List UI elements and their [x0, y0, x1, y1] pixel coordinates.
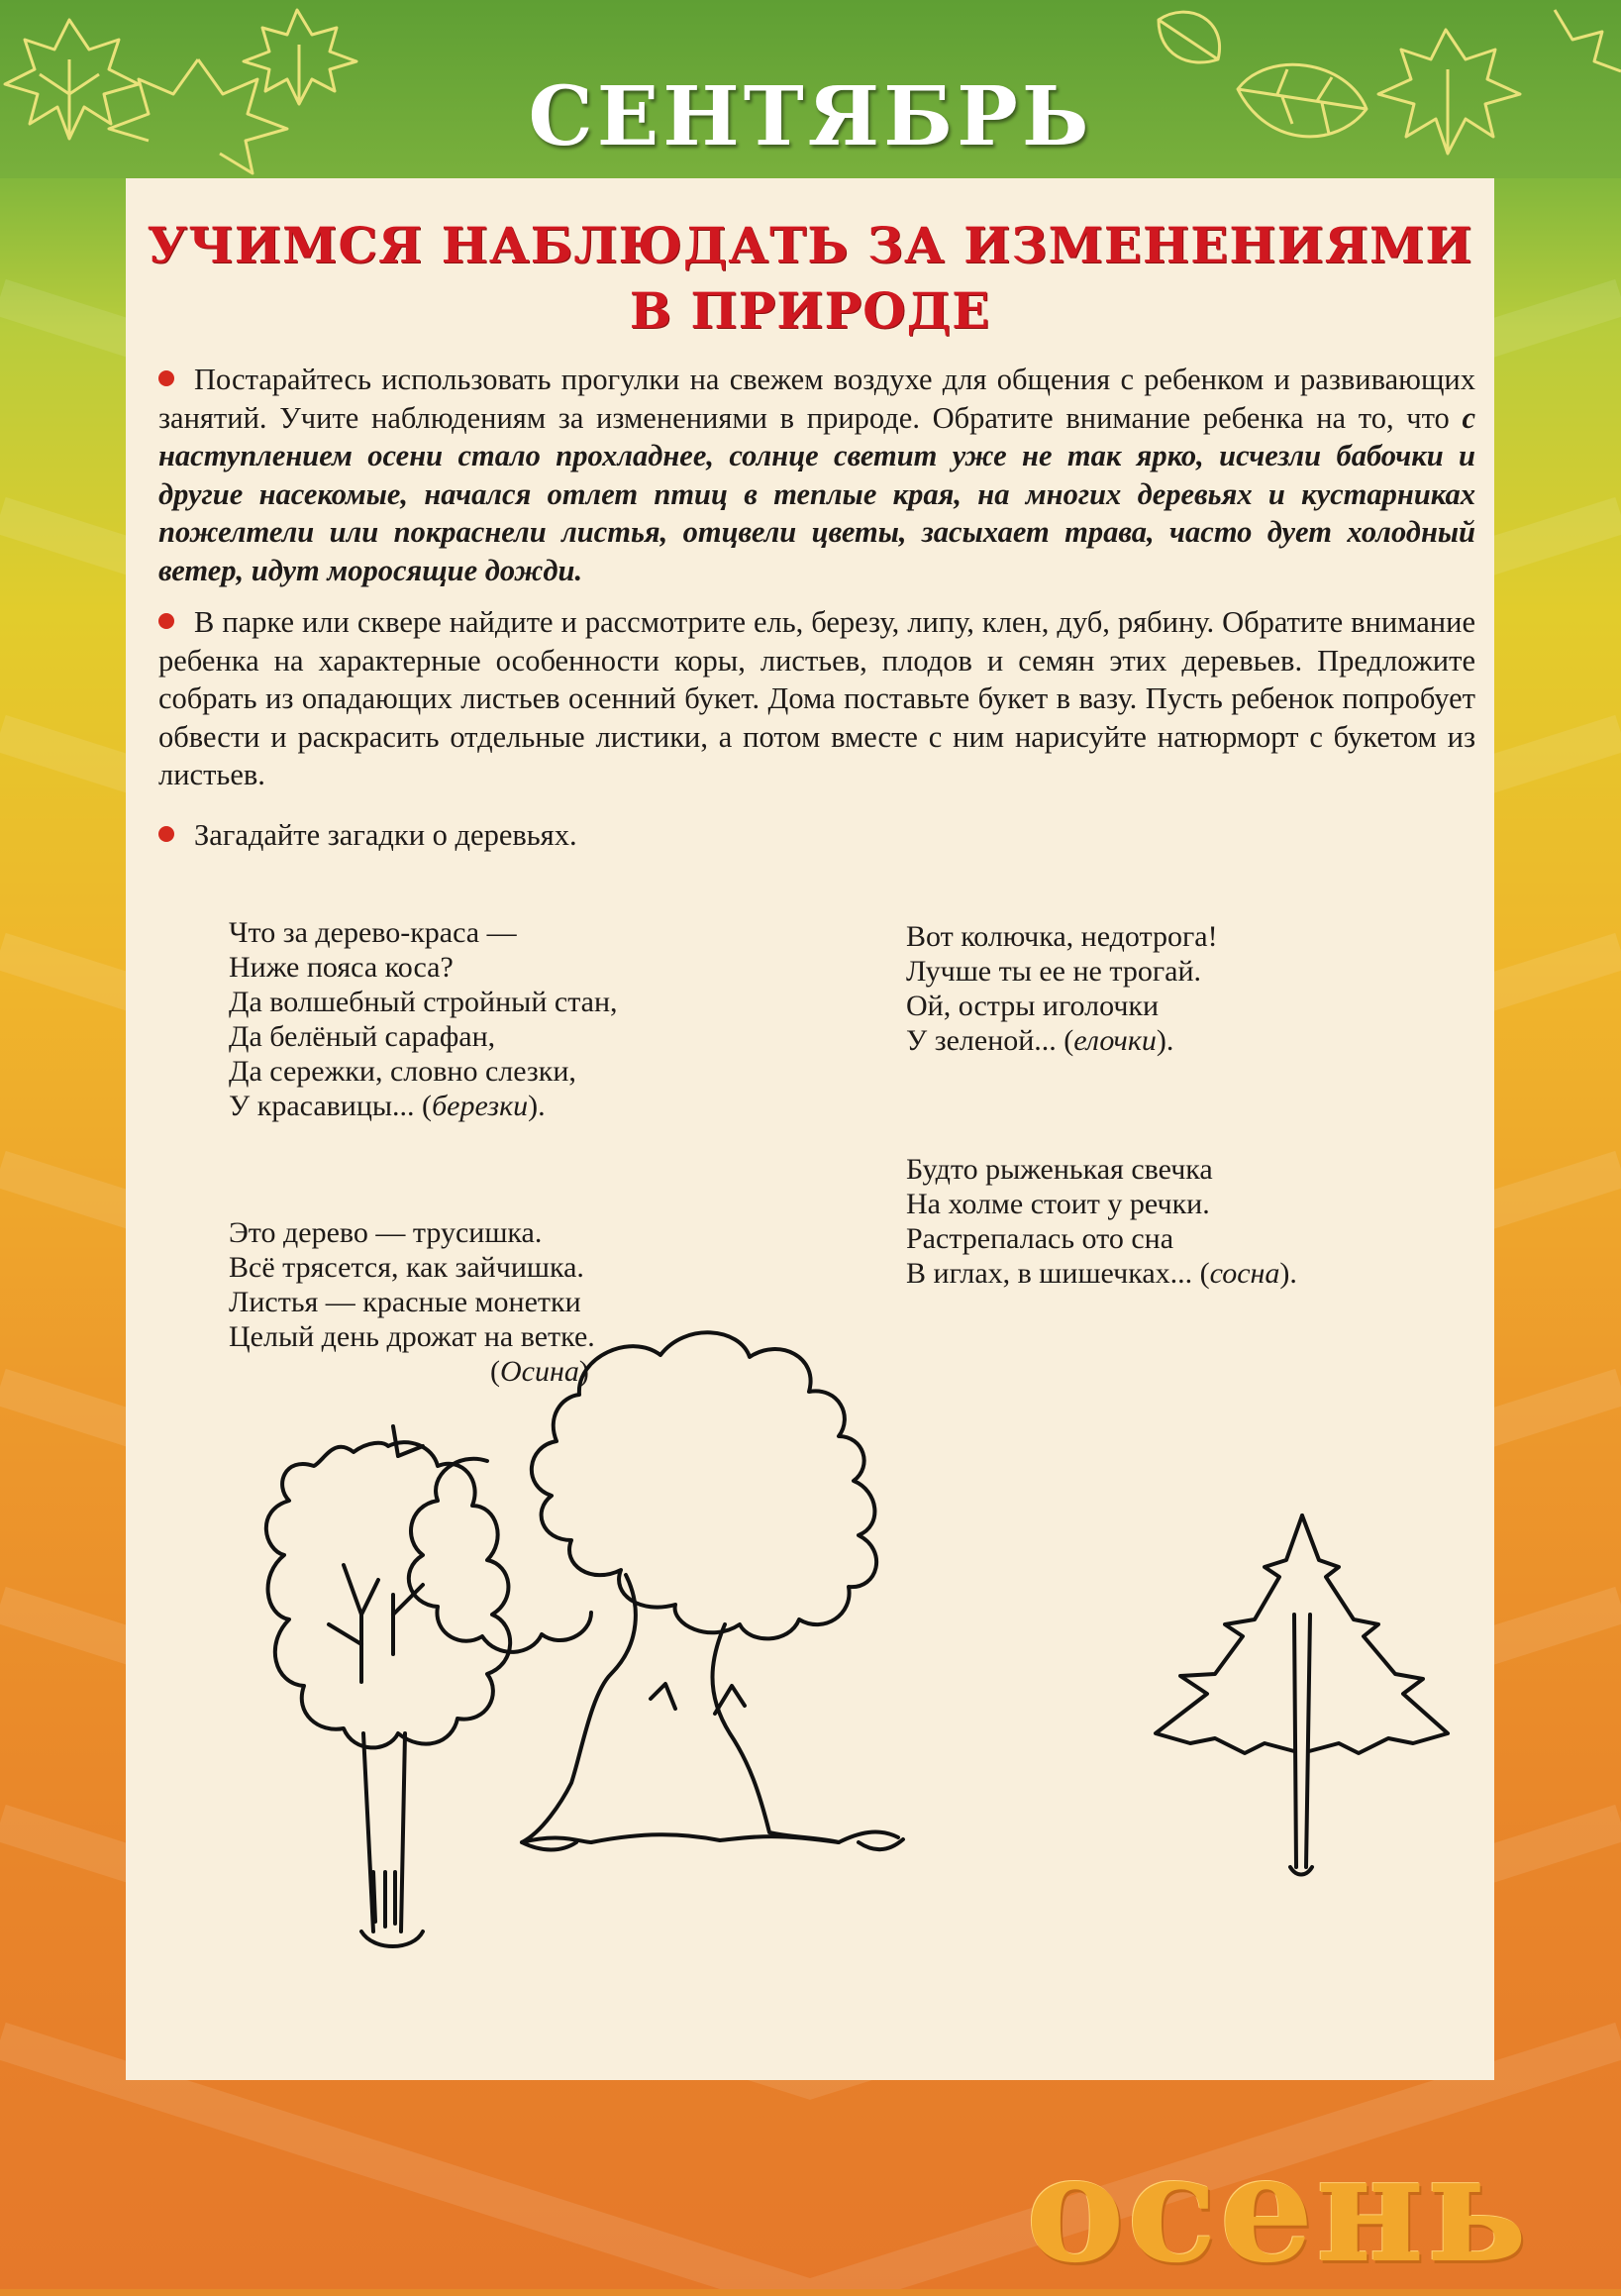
riddle-last-line [906, 1023, 1218, 1058]
riddle-birch [229, 915, 618, 1123]
riddle-line: Что за дерево-краса — [229, 916, 517, 949]
riddle-suffix: ). [1279, 1257, 1297, 1290]
bullet-icon [158, 826, 174, 842]
large-tree-outline [409, 1332, 903, 1849]
bullet-icon [158, 613, 174, 629]
page-title [126, 213, 1494, 344]
paragraph-park [158, 603, 1475, 794]
riddle-line: Растрепалась ото сна [906, 1222, 1174, 1255]
riddle-prefix: ( [490, 1355, 500, 1388]
riddle-last-line [229, 1089, 618, 1123]
riddle-answer: елочки [1073, 1024, 1157, 1057]
riddle-line: Да белёный сарафан, [229, 1020, 496, 1053]
paragraph-walks-emphasis: с наступлением осени стало прохладнее, солнце светит уже не так ярко, исчезли бабочки и другие насекомые, начался отлет птиц в теплые края, на многих деревьях и кустарниках пожелтели или покраснели листья, отцвели цветы, засыхает трава, часто дует холодный ветер, идут моросящие дожди. [158, 400, 1475, 587]
riddle-line: Ой, остры иголочки [906, 990, 1160, 1022]
riddle-last-line [906, 1256, 1297, 1291]
riddle-answer: Осина [500, 1355, 579, 1388]
paragraph-riddles-intro [158, 816, 1475, 855]
spruce-tree-outline [1156, 1515, 1448, 1875]
paragraph-riddles-intro-text: Загадайте загадки о деревьях. [194, 818, 577, 852]
riddle-suffix: ) [578, 1355, 589, 1388]
riddle-prefix: У зеленой... ( [906, 1024, 1074, 1057]
riddle-spruce [906, 919, 1218, 1058]
tree-outlines-illustration [126, 1317, 1494, 2031]
riddle-line: Лучше ты ее не трогай. [906, 955, 1202, 988]
aspen-tree-outline [266, 1426, 510, 1946]
riddle-line: Да сережки, словно слезки, [229, 1055, 576, 1088]
page-title-line-1: УЧИМСЯ НАБЛЮДАТЬ ЗА ИЗМЕНЕНИЯМИ [147, 216, 1473, 274]
riddle-line: Вот колючка, недотрога! [906, 920, 1218, 953]
riddle-prefix: У красавицы... ( [229, 1090, 433, 1122]
page-title-line-2: В ПРИРОДЕ [629, 281, 991, 340]
riddle-line: Это дерево — трусишка. [229, 1216, 543, 1249]
riddle-line: Всё трясется, как зайчишка. [229, 1251, 584, 1284]
riddle-answer: березки [432, 1090, 529, 1122]
paragraph-walks-lead: Постарайтесь использовать прогулки на свежем воздухе для общения с ребенком и развивающих занятий. Учите наблюдениям за изменениями в природе. Обратите внимание ребенка на то, что [158, 363, 1475, 435]
riddle-answer: сосна [1209, 1257, 1280, 1290]
riddle-line: На холме стоит у речки. [906, 1188, 1210, 1220]
riddle-line: Листья — красные монетки [229, 1286, 581, 1318]
bullet-icon [158, 370, 174, 386]
month-title: СЕНТЯБРЬ [528, 69, 1093, 164]
paragraph-park-text: В парке или сквере найдите и рассмотрите ель, березу, липу, клен, дуб, рябину. Обратите внимание ребенка на характерные особенности коры, листьев, плодов и семян этих деревьев. Предложите собрать из опадающих листьев осенний букет. Дома поставьте букет в вазу. Пусть ребенок попробует обвести и раскрасить отдельные листики, а потом вместе с ним нарисуйте натюрморт с букетом из листьев. [158, 605, 1475, 791]
riddle-pine [906, 1152, 1297, 1291]
riddle-prefix: В иглах, в шишечках... ( [906, 1257, 1210, 1290]
paragraph-walks [158, 361, 1475, 589]
season-title: осень [1025, 2122, 1530, 2296]
riddle-line: Ниже пояса коса? [229, 951, 454, 984]
riddle-line: Будто рыженькая свечка [906, 1153, 1213, 1186]
riddle-suffix: ). [528, 1090, 546, 1122]
riddle-line: Целый день дрожат на ветке. [229, 1320, 595, 1353]
riddle-line: Да волшебный стройный стан, [229, 986, 618, 1018]
riddle-suffix: ). [1156, 1024, 1174, 1057]
